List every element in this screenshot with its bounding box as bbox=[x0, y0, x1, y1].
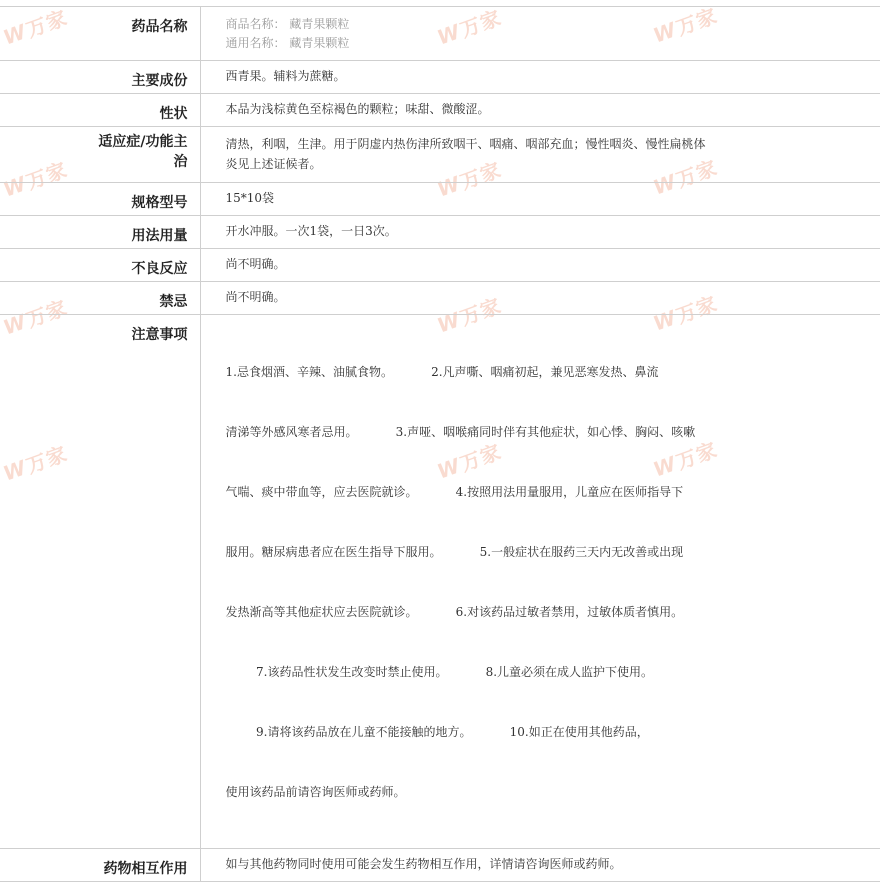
watermark-mark: W bbox=[0, 455, 29, 485]
precaution-line: 使用该药品前请咨询医师或药师。 bbox=[226, 782, 880, 802]
row-label: 药品名称 bbox=[0, 7, 200, 61]
watermark-text: 万家 bbox=[456, 290, 505, 332]
watermark-mark: W bbox=[434, 19, 463, 49]
table-row bbox=[0, 282, 880, 315]
table-row bbox=[0, 849, 880, 882]
watermark-text: 万家 bbox=[672, 152, 721, 194]
watermark-text: 万家 bbox=[22, 2, 71, 44]
value-line: 清热，利咽，生津。用于阴虚内热伤津所致咽干、咽痛、咽部充血；慢性咽炎、慢性扁桃体 bbox=[226, 134, 880, 154]
watermark-text: 万家 bbox=[456, 436, 505, 478]
watermark-mark: W bbox=[434, 307, 463, 337]
row-value bbox=[200, 127, 880, 183]
table-row bbox=[0, 216, 880, 249]
value-line: 尚不明确。 bbox=[226, 254, 880, 274]
table-row bbox=[0, 61, 880, 94]
precaution-line: 清涕等外感风寒者忌用。 3.声哑、咽喉痛同时伴有其他症状，如心悸、胸闷、咳嗽 bbox=[226, 422, 880, 442]
value-line: 西青果。辅料为蔗糖。 bbox=[226, 66, 880, 86]
watermark-text: 万家 bbox=[456, 154, 505, 196]
precaution-line: 发热渐高等其他症状应去医院就诊。 6.对该药品过敏者禁用，过敏体质者慎用。 bbox=[226, 602, 880, 622]
watermark-mark: W bbox=[0, 171, 29, 201]
table-row bbox=[0, 7, 880, 61]
watermark-text: 万家 bbox=[456, 2, 505, 44]
row-value bbox=[200, 183, 880, 216]
watermark-mark: W bbox=[0, 309, 29, 339]
watermark-mark: W bbox=[650, 17, 679, 47]
table-row bbox=[0, 183, 880, 216]
row-value bbox=[200, 849, 880, 882]
row-value bbox=[200, 249, 880, 282]
value-line: 炎见上述证候者。 bbox=[226, 154, 880, 174]
label-line: 治 bbox=[0, 152, 188, 172]
row-label: 主要成份 bbox=[0, 61, 200, 94]
watermark-mark: W bbox=[0, 19, 29, 49]
watermark-mark: W bbox=[650, 169, 679, 199]
row-label: 不良反应 bbox=[0, 249, 200, 282]
value-line: 15*10袋 bbox=[226, 188, 880, 208]
watermark-text: 万家 bbox=[22, 438, 71, 480]
table-row bbox=[0, 315, 880, 849]
watermark-text: 万家 bbox=[672, 0, 721, 41]
trade-name-line: 商品名称： 藏青果颗粒 bbox=[226, 15, 880, 34]
precaution-line: 服用。糖尿病患者应在医生指导下服用。 5.一般症状在服药三天内无改善或出现 bbox=[226, 542, 880, 562]
precaution-line: 气喘、痰中带血等，应去医院就诊。 4.按照用法用量服用，儿童应在医师指导下 bbox=[226, 482, 880, 502]
table-row bbox=[0, 94, 880, 127]
row-label: 性状 bbox=[0, 94, 200, 127]
row-label: 注意事项 bbox=[0, 315, 200, 849]
row-value bbox=[200, 94, 880, 127]
value-line: 本品为浅棕黄色至棕褐色的颗粒；味甜、微酸涩。 bbox=[226, 99, 880, 119]
row-label: 药物相互作用 bbox=[0, 849, 200, 882]
row-label: 禁忌 bbox=[0, 282, 200, 315]
value-line: 尚不明确。 bbox=[226, 287, 880, 307]
watermark-mark: W bbox=[434, 171, 463, 201]
precaution-line: 9.请将该药品放在儿童不能接触的地方。 10.如正在使用其他药品， bbox=[226, 722, 880, 742]
watermark-text: 万家 bbox=[672, 288, 721, 330]
precaution-line: 1.忌食烟酒、辛辣、油腻食物。 2.凡声嘶、咽痛初起，兼见恶寒发热、鼻流 bbox=[226, 362, 880, 382]
watermark-mark: W bbox=[650, 305, 679, 335]
table-row bbox=[0, 249, 880, 282]
watermark-mark: W bbox=[650, 451, 679, 481]
generic-name-line: 通用名称： 藏青果颗粒 bbox=[226, 34, 880, 53]
precaution-line: 7.该药品性状发生改变时禁止使用。 8.儿童必须在成人监护下使用。 bbox=[226, 662, 880, 682]
watermark-text: 万家 bbox=[22, 154, 71, 196]
watermark-text: 万家 bbox=[672, 434, 721, 476]
value-line: 开水冲服。一次1袋，一日3次。 bbox=[226, 221, 880, 241]
row-value bbox=[200, 282, 880, 315]
row-value bbox=[200, 7, 880, 61]
row-label: 规格型号 bbox=[0, 183, 200, 216]
watermark-text: 万家 bbox=[22, 292, 71, 334]
row-value bbox=[200, 315, 880, 849]
row-value bbox=[200, 216, 880, 249]
row-value bbox=[200, 61, 880, 94]
label-line: 适应症/功能主 bbox=[0, 132, 188, 152]
drug-spec-table bbox=[0, 6, 880, 882]
watermark-mark: W bbox=[434, 453, 463, 483]
table-row bbox=[0, 127, 880, 183]
row-label bbox=[0, 127, 200, 183]
row-label: 用法用量 bbox=[0, 216, 200, 249]
value-line: 如与其他药物同时使用可能会发生药物相互作用，详情请咨询医师或药师。 bbox=[226, 854, 880, 874]
